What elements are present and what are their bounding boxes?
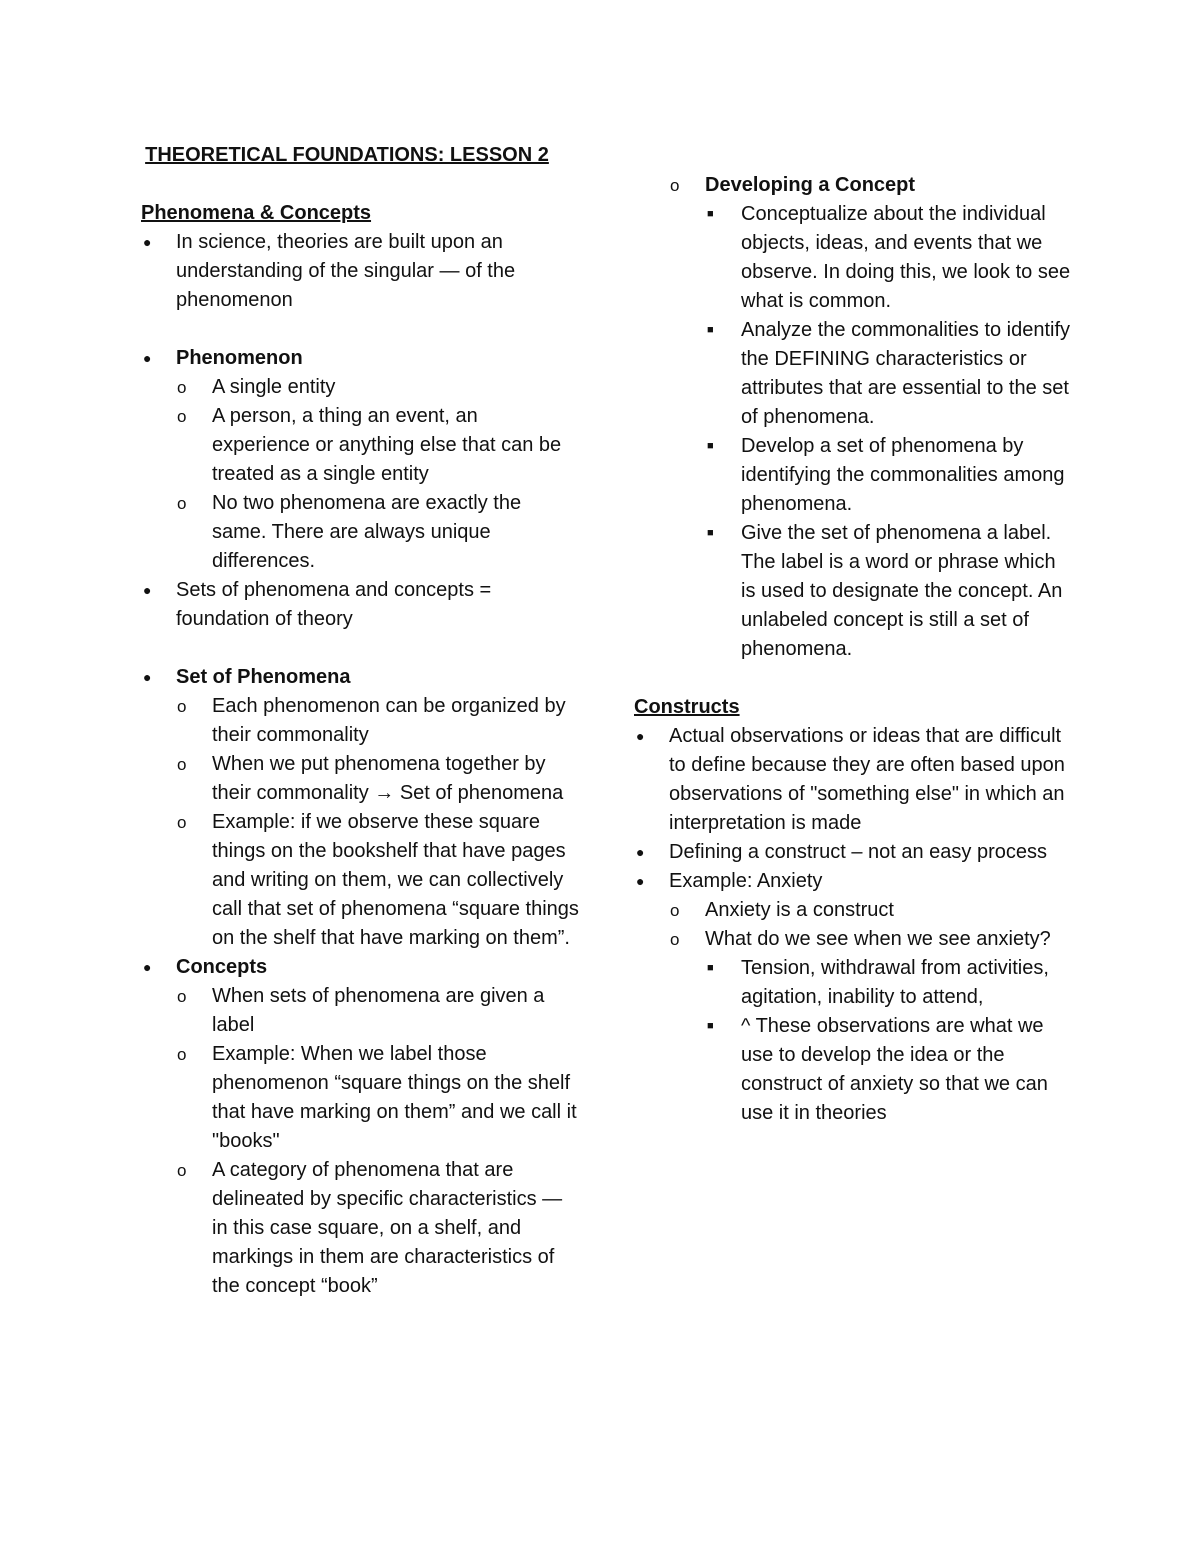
sub-list-item (141, 808, 581, 953)
bullet-icon: ● (143, 350, 152, 366)
list-item-text: ^ These observations are what we use to develop the idea or the construct of anxiety so that we can use it in theories (741, 1015, 1048, 1124)
list-item (634, 867, 1074, 896)
circle-bullet-icon: o (177, 407, 187, 426)
sub-list-item (634, 896, 1074, 925)
list-item-text: Defining a construct – not an easy process (669, 841, 1047, 863)
list-item (141, 663, 581, 692)
sub-sub-list-item (634, 954, 1074, 1012)
list-item-text: Conceptualize about the individual objects, ideas, and events that we observe. In doing this, we look to see what is common. (741, 203, 1071, 312)
square-bullet-icon: ■ (707, 208, 714, 220)
square-bullet-icon: ■ (707, 1020, 714, 1032)
sub-sub-list-item (634, 1012, 1074, 1128)
sub-list-item (634, 171, 1074, 200)
sub-list-item (141, 1156, 581, 1301)
circle-bullet-icon: o (177, 378, 187, 397)
sub-sub-list-item (634, 432, 1074, 519)
bullet-icon: ● (143, 669, 152, 685)
list-item (141, 576, 581, 634)
list-item-text: A person, a thing an event, an experience or anything else that can be treated as a single entity (212, 405, 562, 485)
list-item (141, 953, 581, 982)
section-heading-phenomena-concepts: Phenomena & Concepts (141, 202, 372, 224)
list-item-text: What do we see when we see anxiety? (705, 928, 1051, 950)
sub-list-item (141, 489, 581, 576)
sub-list-item (141, 982, 581, 1040)
right-column (634, 171, 1074, 1128)
list-item-text: Give the set of phenomena a label. The label is a word or phrase which is used to designate the concept. An unlabeled concept is still a set of phenomena. (741, 522, 1063, 660)
sub-list-item (634, 925, 1074, 954)
circle-bullet-icon: o (670, 176, 680, 195)
list-item-text: Phenomenon (176, 347, 303, 369)
list-item-text: Analyze the commonalities to identify the DEFINING characteristics or attributes that are essential to the set of phenomena. (741, 319, 1071, 428)
circle-bullet-icon: o (177, 1161, 187, 1180)
list-item-text: Actual observations or ideas that are difficult to define because they are often based upon observations of "something else" in which an interpretation is made (669, 725, 1065, 834)
square-bullet-icon: ■ (707, 527, 714, 539)
circle-bullet-icon: o (177, 1045, 187, 1064)
section-heading-constructs: Constructs (634, 696, 740, 718)
list-item-text: Developing a Concept (705, 174, 916, 196)
circle-bullet-icon: o (177, 494, 187, 513)
sub-list-item (141, 692, 581, 750)
list-item-text: No two phenomena are exactly the same. There are always unique differences. (212, 492, 522, 572)
list-item (634, 838, 1074, 867)
square-bullet-icon: ■ (707, 962, 714, 974)
bullet-icon: ● (636, 844, 645, 860)
list-item-text: A category of phenomena that are delineated by specific characteristics — in this case square, on a shelf, and markings in them are characteristics of the concept “book” (212, 1159, 563, 1297)
list-item-text: Example: if we observe these square things on the bookshelf that have pages and writing on them, we can collectively call that set of phenomena “square things on the shelf that have marking on them”. (212, 811, 579, 949)
left-column (141, 141, 581, 1301)
bullet-icon: ● (636, 873, 645, 889)
sub-list-item (141, 1040, 581, 1156)
page-title: THEORETICAL FOUNDATIONS: LESSON 2 (145, 144, 549, 166)
list-item (634, 722, 1074, 838)
bullet-icon: ● (143, 582, 152, 598)
list-item-text: Tension, withdrawal from activities, agitation, inability to attend, (741, 957, 1049, 1008)
square-bullet-icon: ■ (707, 440, 714, 452)
sub-list-item (141, 373, 581, 402)
list-item-text: Develop a set of phenomena by identifying the commonalities among phenomena. (741, 435, 1065, 515)
sub-sub-list-item (634, 316, 1074, 432)
bullet-icon: ● (143, 234, 152, 250)
list-item-text: A single entity (212, 376, 336, 398)
sub-list-item (141, 402, 581, 489)
list-item-text: Set of Phenomena (176, 666, 351, 688)
bullet-icon: ● (636, 728, 645, 744)
circle-bullet-icon: o (177, 697, 187, 716)
list-item-text: When sets of phenomena are given a label (212, 985, 545, 1036)
list-item (141, 344, 581, 373)
bullet-icon: ● (143, 959, 152, 975)
list-item-text: Example: Anxiety (669, 870, 823, 892)
list-item-text: Example: When we label those phenomenon “square things on the shelf that have marking on them” and we call it "books" (212, 1043, 577, 1152)
list-item-text: Anxiety is a construct (705, 899, 894, 921)
list-item-text: When we put phenomena together by their commonality → Set of phenomena (212, 753, 564, 804)
sub-sub-list-item (634, 200, 1074, 316)
list-item (141, 228, 581, 315)
circle-bullet-icon: o (670, 901, 680, 920)
list-item-text: Each phenomenon can be organized by their commonality (212, 695, 566, 746)
list-item-text: Sets of phenomena and concepts = foundation of theory (176, 579, 492, 630)
sub-list-item (141, 750, 581, 808)
sub-sub-list-item (634, 519, 1074, 664)
circle-bullet-icon: o (177, 813, 187, 832)
square-bullet-icon: ■ (707, 324, 714, 336)
circle-bullet-icon: o (177, 987, 187, 1006)
list-item-text: In science, theories are built upon an understanding of the singular — of the phenomenon (176, 231, 516, 311)
circle-bullet-icon: o (177, 755, 187, 774)
list-item-text: Concepts (176, 956, 268, 978)
circle-bullet-icon: o (670, 930, 680, 949)
